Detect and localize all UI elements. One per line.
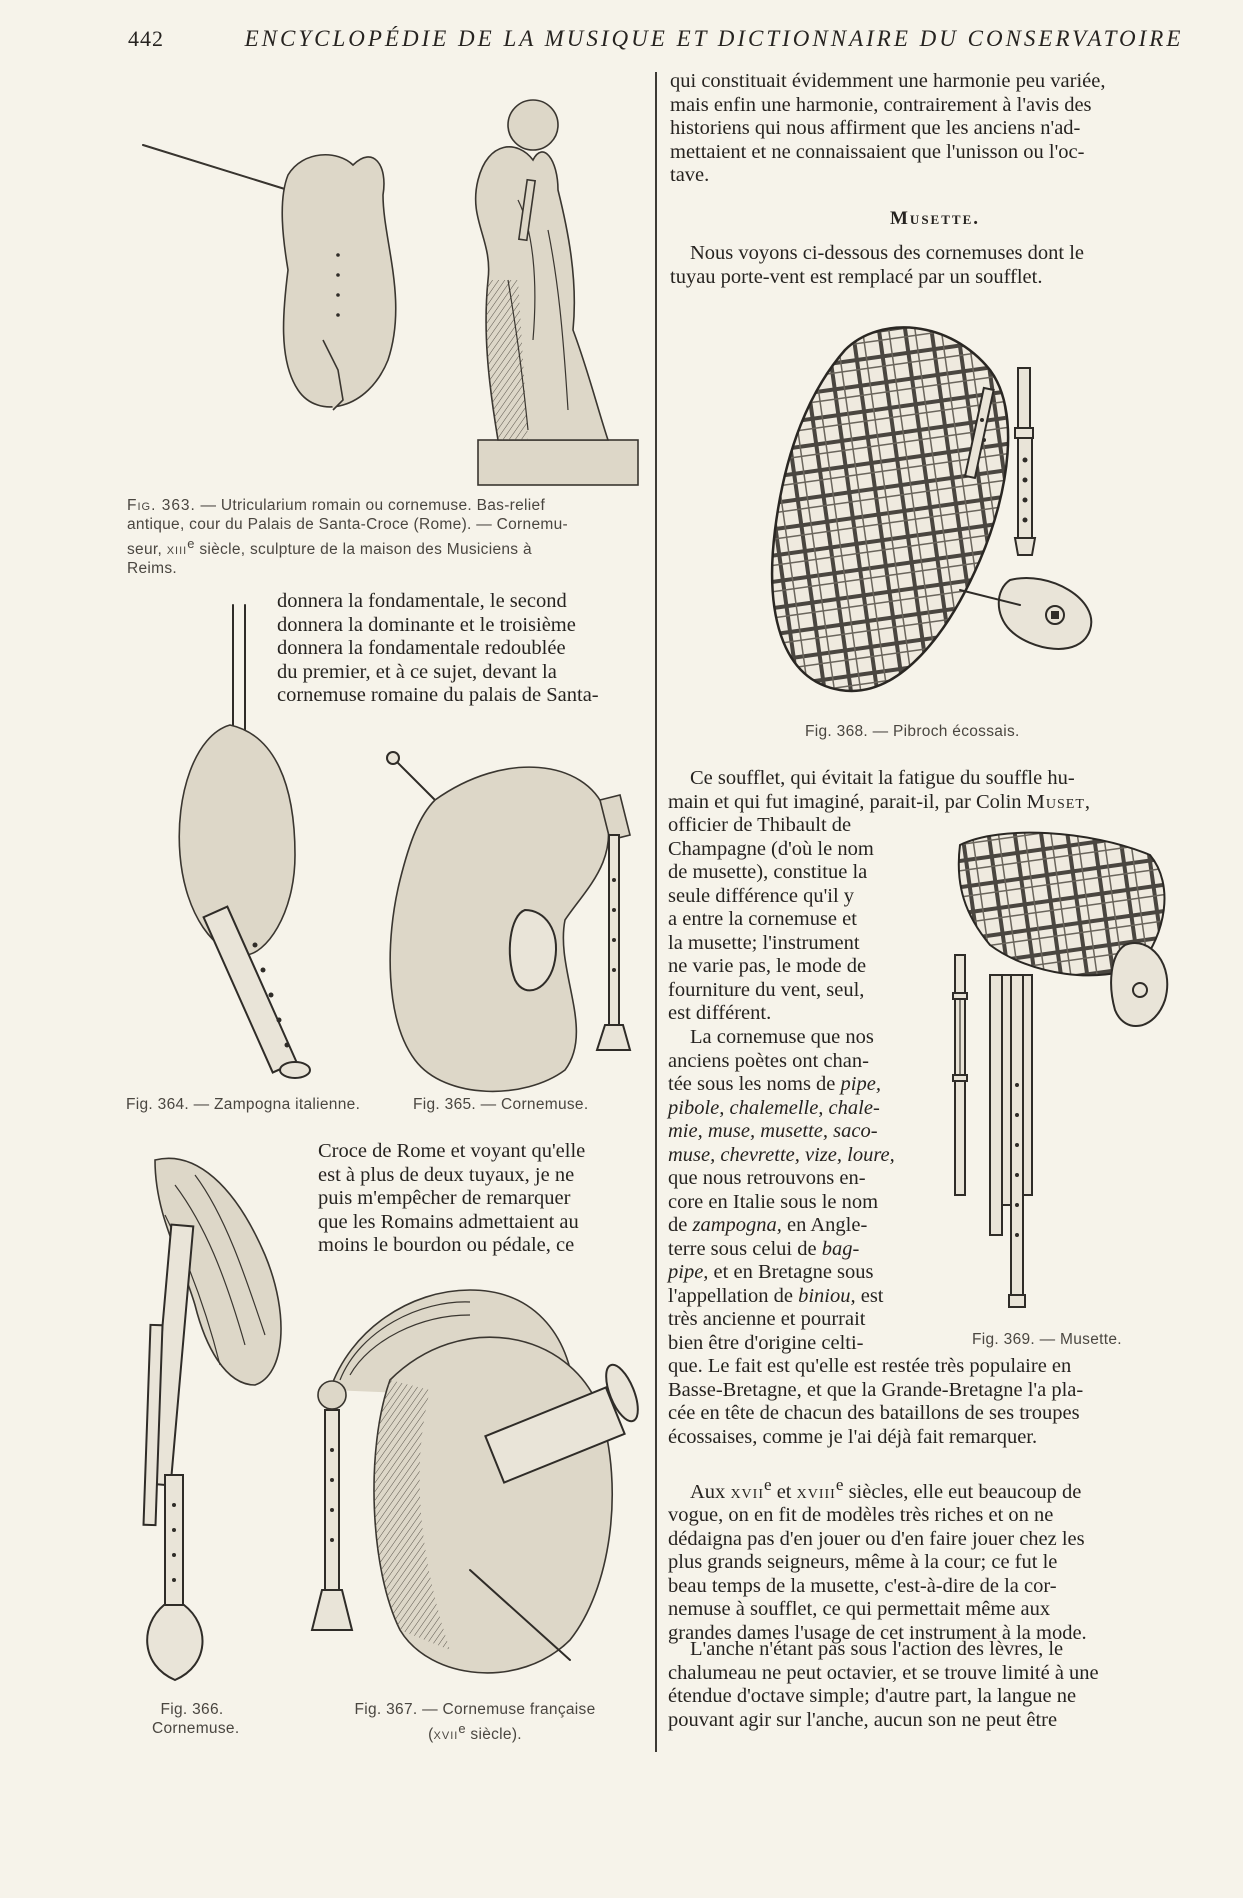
- cornemuse-366-illustration: [135, 1145, 295, 1705]
- page-number: 442: [128, 26, 164, 51]
- figure-caption-368: Fig. 368. — Pibroch écossais.: [805, 723, 1020, 740]
- text-line: beau temps de la musette, c'est-à-dire de la cor-: [668, 1574, 1057, 1597]
- text-line: mais enfin une harmonie, contrairement à l'avis des: [670, 93, 1092, 116]
- anche-paragraph: [668, 1638, 1188, 1732]
- section-title: Musette.: [890, 208, 980, 229]
- text-line: mettaient et ne connaissaient que l'unisson ou l'oc-: [670, 140, 1085, 163]
- text-line: seule différence qu'il y: [668, 884, 855, 907]
- text-line: a entre la cornemuse et: [668, 908, 857, 930]
- text-line: pipe, et en Bretagne sous: [668, 1261, 874, 1283]
- text-line: est à plus de deux tuyaux, je ne: [318, 1163, 575, 1186]
- pibroch-illustration: [760, 310, 1120, 710]
- text-line: mie, muse, musette, saco-: [668, 1120, 878, 1142]
- soufflet-paragraph-wide: [668, 767, 1188, 814]
- text-line: cée en tête de chacun des bataillons de ses troupes: [668, 1402, 1080, 1424]
- zampogna-illustration: [155, 585, 335, 1085]
- text-line: la musette; l'instrument: [668, 931, 860, 954]
- running-title: ENCYCLOPÉDIE DE LA MUSIQUE ET DICTIONNAIRE DU CONSERVATOIRE: [244, 26, 1184, 51]
- utricularium-illustration: [138, 80, 648, 490]
- figure-caption-363: Fig. 363. — Utricularium romain ou cornemuse. Bas-relief antique, cour du Palais de Santa-Croce (Rome). — Cornemu- seur, xiii$^e$ siècle, sculpture de la maison des Musiciens à Reims.: [127, 497, 568, 578]
- text-line: écossaises, comme je l'ai déjà fait remarquer.: [668, 1425, 1038, 1448]
- text-line: donnera la fondamentale, le second: [277, 590, 567, 612]
- intro-paragraph: [670, 70, 1188, 188]
- text-line: pibole, chalemelle, chale-: [668, 1096, 880, 1119]
- text-line: moins le bourdon ou pédale, ce: [318, 1234, 575, 1256]
- text-line: core en Italie sous le nom: [668, 1190, 879, 1213]
- running-header: [124, 26, 1184, 51]
- names-paragraph: [668, 1026, 918, 1355]
- column-divider: [655, 72, 657, 1752]
- left-paragraph-2: [318, 1140, 645, 1258]
- text-line: vogue, on en fit de modèles très riches et on ne: [668, 1504, 1054, 1527]
- text-line: est différent.: [668, 1002, 772, 1024]
- text-line: main et qui fut imaginé, parait-il, par Colin Muset,: [668, 790, 1092, 813]
- text-line: puis m'empêcher de remarquer: [318, 1187, 571, 1209]
- text-line: dédaigna pas d'en jouer ou d'en faire jouer chez les: [668, 1527, 1085, 1550]
- xvii-paragraph: [668, 1473, 1188, 1645]
- text-line: qui constituait évidemment une harmonie peu variée,: [670, 70, 1106, 92]
- soufflet-paragraph-narrow: [668, 814, 918, 1026]
- text-line: donnera la fondamentale redoublée: [277, 637, 566, 659]
- text-line: Ce soufflet, qui évitait la fatigue du souffle hu-: [690, 767, 1075, 789]
- figure-caption-365: Fig. 365. — Cornemuse.: [413, 1096, 589, 1113]
- figure-caption-367: Fig. 367. — Cornemuse française (xvii$^e$ siècle).: [354, 1701, 596, 1744]
- text-line: fourniture du vent, seul,: [668, 978, 865, 1001]
- text-line: terre sous celui de bag-: [668, 1237, 860, 1260]
- text-line: tuyau porte-vent est remplacé par un soufflet.: [670, 265, 1043, 288]
- musette-illustration: [950, 825, 1180, 1325]
- text-line: La cornemuse que nos: [690, 1026, 874, 1048]
- text-line: que les Romains admettaient au: [318, 1210, 579, 1233]
- text-line: très ancienne et pourrait: [668, 1308, 866, 1330]
- text-line: Croce de Rome et voyant qu'elle: [318, 1140, 586, 1162]
- text-line: étendue d'octave simple; d'autre part, la langue ne: [668, 1685, 1077, 1707]
- cornemuse-367-illustration: [310, 1270, 650, 1700]
- text-line: cornemuse romaine du palais de Santa-: [277, 684, 599, 706]
- text-line: chalumeau ne peut octavier, et se trouve limité à une: [668, 1661, 1099, 1684]
- text-line: donnera la dominante et le troisième: [277, 613, 576, 636]
- text-line: anciens poètes ont chan-: [668, 1049, 869, 1072]
- text-line: L'anche n'étant pas sous l'action des lèvres, le: [690, 1638, 1064, 1660]
- text-line: Basse-Bretagne, et que la Grande-Bretagne l'a pla-: [668, 1378, 1084, 1401]
- text-line: Nous voyons ci-dessous des cornemuses dont le: [690, 242, 1085, 264]
- text-line: historiens qui nous affirment que les anciens n'ad-: [670, 117, 1081, 139]
- text-line: que nous retrouvons en-: [668, 1167, 866, 1189]
- text-line: Aux xvii$^e$ et xviii$^e$ siècles, elle eut beaucoup de: [690, 1475, 1082, 1503]
- text-line: pouvant agir sur l'anche, aucun son ne peut être: [668, 1708, 1058, 1731]
- popularity-paragraph: [668, 1355, 1188, 1449]
- text-line: tave.: [670, 164, 710, 186]
- text-line: de musette), constitue la: [668, 861, 868, 883]
- section-intro: [670, 242, 1188, 289]
- text-line: muse, chevrette, vize, loure,: [668, 1143, 895, 1166]
- text-line: de zampogna, en Angle-: [668, 1214, 868, 1236]
- text-line: que. Le fait est qu'elle est restée très populaire en: [668, 1355, 1072, 1377]
- text-line: plus grands seigneurs, même à la cour; ce fut le: [668, 1551, 1058, 1574]
- figure-caption-366: Fig. 366. Cornemuse.: [152, 1701, 240, 1737]
- text-line: Champagne (d'où le nom: [668, 837, 874, 860]
- figure-caption-369: Fig. 369. — Musette.: [972, 1331, 1122, 1348]
- text-line: grandes dames l'usage de cet instrument à la mode.: [668, 1621, 1087, 1644]
- text-line: tée sous les noms de pipe,: [668, 1073, 881, 1095]
- cornemuse-365-illustration: [375, 740, 645, 1100]
- text-line: bien être d'origine celti-: [668, 1331, 864, 1354]
- text-line: nemuse à soufflet, ce qui permettait même aux: [668, 1598, 1051, 1621]
- text-line: du premier, et à ce sujet, devant la: [277, 660, 557, 683]
- author-name: Muset,: [1026, 790, 1092, 813]
- figure-caption-364: Fig. 364. — Zampogna italienne.: [126, 1096, 361, 1113]
- text-line: ne varie pas, le mode de: [668, 955, 867, 977]
- text-line: l'appellation de biniou, est: [668, 1284, 884, 1307]
- text-line: officier de Thibault de: [668, 814, 852, 836]
